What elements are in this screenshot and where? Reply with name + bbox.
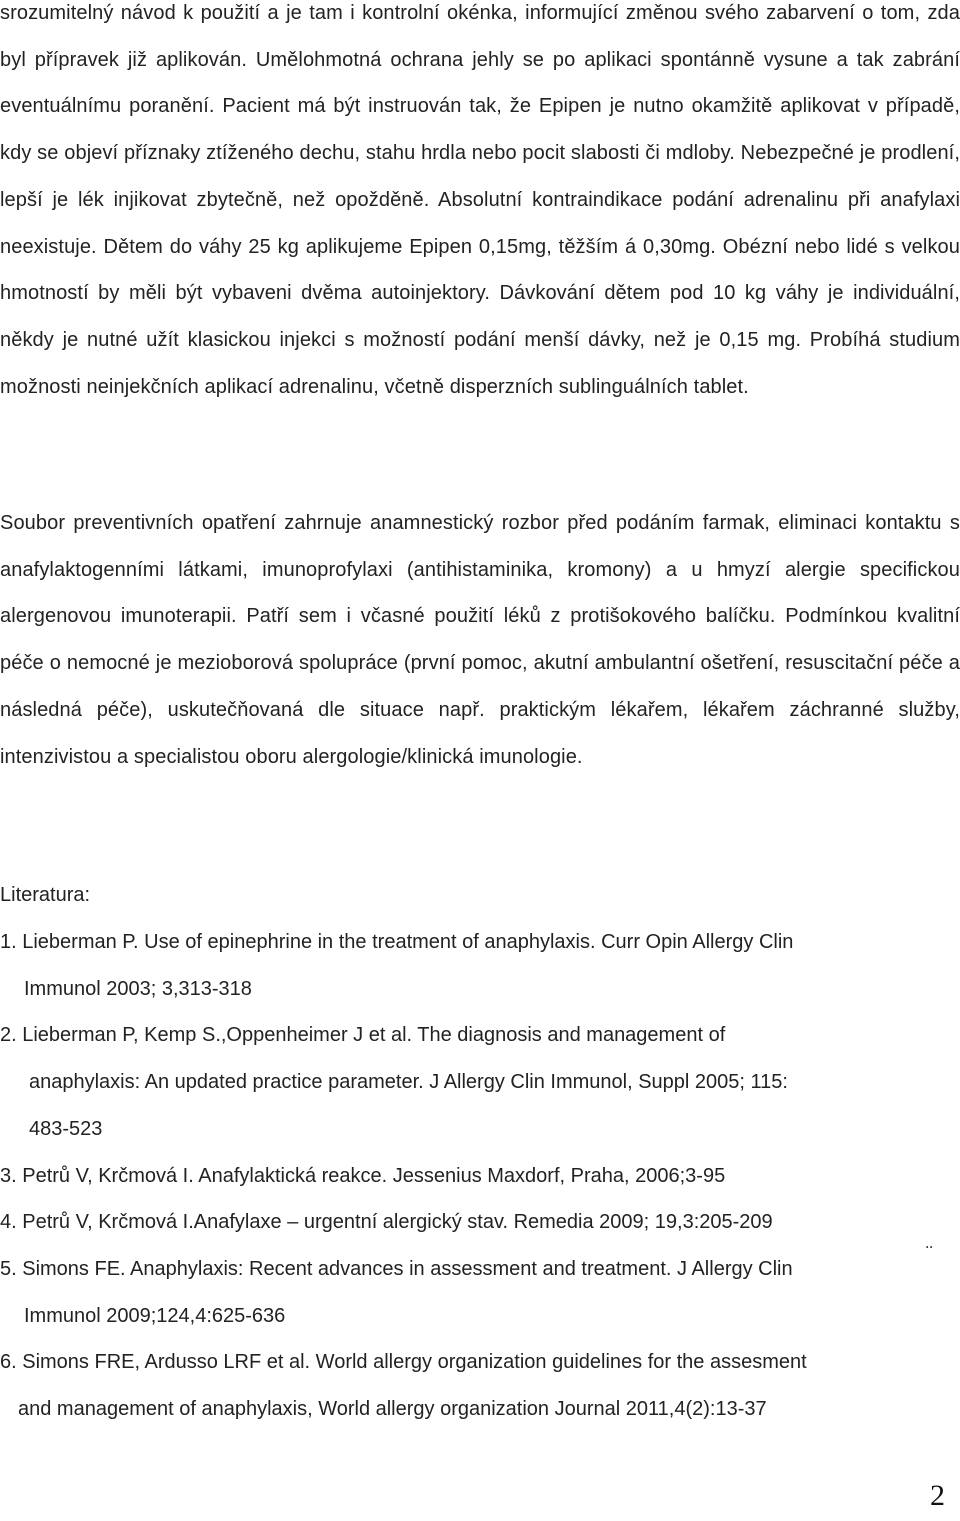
stray-diaeresis-mark: ¨ [926,1243,933,1265]
reference-line: and management of anaphylaxis, World allergy organization Journal 2011,4(2):13-37 [18,1398,767,1421]
reference-line: 483-523 [29,1117,103,1140]
reference-line: 4. Petrů V, Krčmová I.Anafylaxe – urgentní alergický stav. Remedia 2009; 19,3:205-209 [0,1211,773,1234]
reference-line: 1. Lieberman P. Use of epinephrine in the treatment of anaphylaxis. Curr Opin Allergy Clin [0,931,794,953]
reference-item [0,1012,960,1152]
reference-item [0,1153,960,1200]
body-paragraph-prevention: Soubor preventivních opatření zahrnuje anamnestický rozbor před podáním farmak, eliminaci kontaktu s anafylaktogenními látkami, imunoprofylaxi (antihistaminika, kromony) a u hmyzí alergie specifickou alergenovou imunoterapii. Patří sem i včasné použití léků z protišokového balíčku. Podmínkou kvalitní péče o nemocné je mezioborová spolupráce (první pomoc, akutní ambulantní ošetření, resuscitační péče a následná péče), uskutečňovaná dle situace např. praktickým lékařem, lékařem záchranné služby, intenzivistou a specialistou oboru alergologie/klinická imunologie. [0,512,960,768]
reference-line: Immunol 2003; 3,313-318 [24,977,252,1000]
reference-item [0,1243,960,1339]
reference-item [0,919,960,1012]
body-paragraph-epipen: srozumitelný návod k použití a je tam i kontrolní okénka, informující změnou svého zabarvení o tom, zda byl přípravek již aplikován. Umělohmotná ochrana jehly se po aplikaci spontánně vysune a tak zabrání eventuálnímu poranění. Pacient má být instruován tak, že Epipen je nutno okamžitě aplikovat v případě, kdy se objeví příznaky ztíženého dechu, stahu hrdla nebo pocit slabosti či mdloby. Nebezpečné je prodlení, lepší je lék injikovat zbytečně, než opožděně. Absolutní kontraindikace podání adrenalinu při anafylaxi neexistuje. Dětem do váhy 25 kg aplikujeme Epipen 0,15mg, těžším á 0,30mg. Obézní nebo lidé s velkou hmotností by měli být vybaveni dvěma autoinjektory. Dávkování dětem pod 10 kg váhy je individuální, někdy je nutné užít klasickou injekci s možností podání menší dávky, než je 0,15 mg. Probíhá studium možnosti neinjekčních aplikací adrenalinu, včetně disperzních sublinguálních tablet. [0,2,960,398]
literature-heading: Literatura: [0,884,91,906]
reference-line: anaphylaxis: An updated practice parameter. J Allergy Clin Immunol, Suppl 2005; 115: [29,1071,788,1094]
reference-line: 2. Lieberman P, Kemp S.,Oppenheimer J et al. The diagnosis and management of [0,1024,726,1047]
page-number: 2 [930,1479,945,1512]
reference-line: 3. Petrů V, Krčmová I. Anafylaktická reakce. Jessenius Maxdorf, Praha, 2006;3-95 [0,1164,726,1187]
reference-list [0,919,960,1433]
reference-line: 5. Simons FE. Anaphylaxis: Recent advances in assessment and treatment. J Allergy Clin [0,1257,793,1280]
reference-line: 6. Simons FRE, Ardusso LRF et al. World allergy organization guidelines for the assesment [0,1351,807,1374]
reference-line: Immunol 2009;124,4:625-636 [24,1304,286,1327]
reference-item [0,1339,960,1432]
reference-item [0,1199,960,1246]
